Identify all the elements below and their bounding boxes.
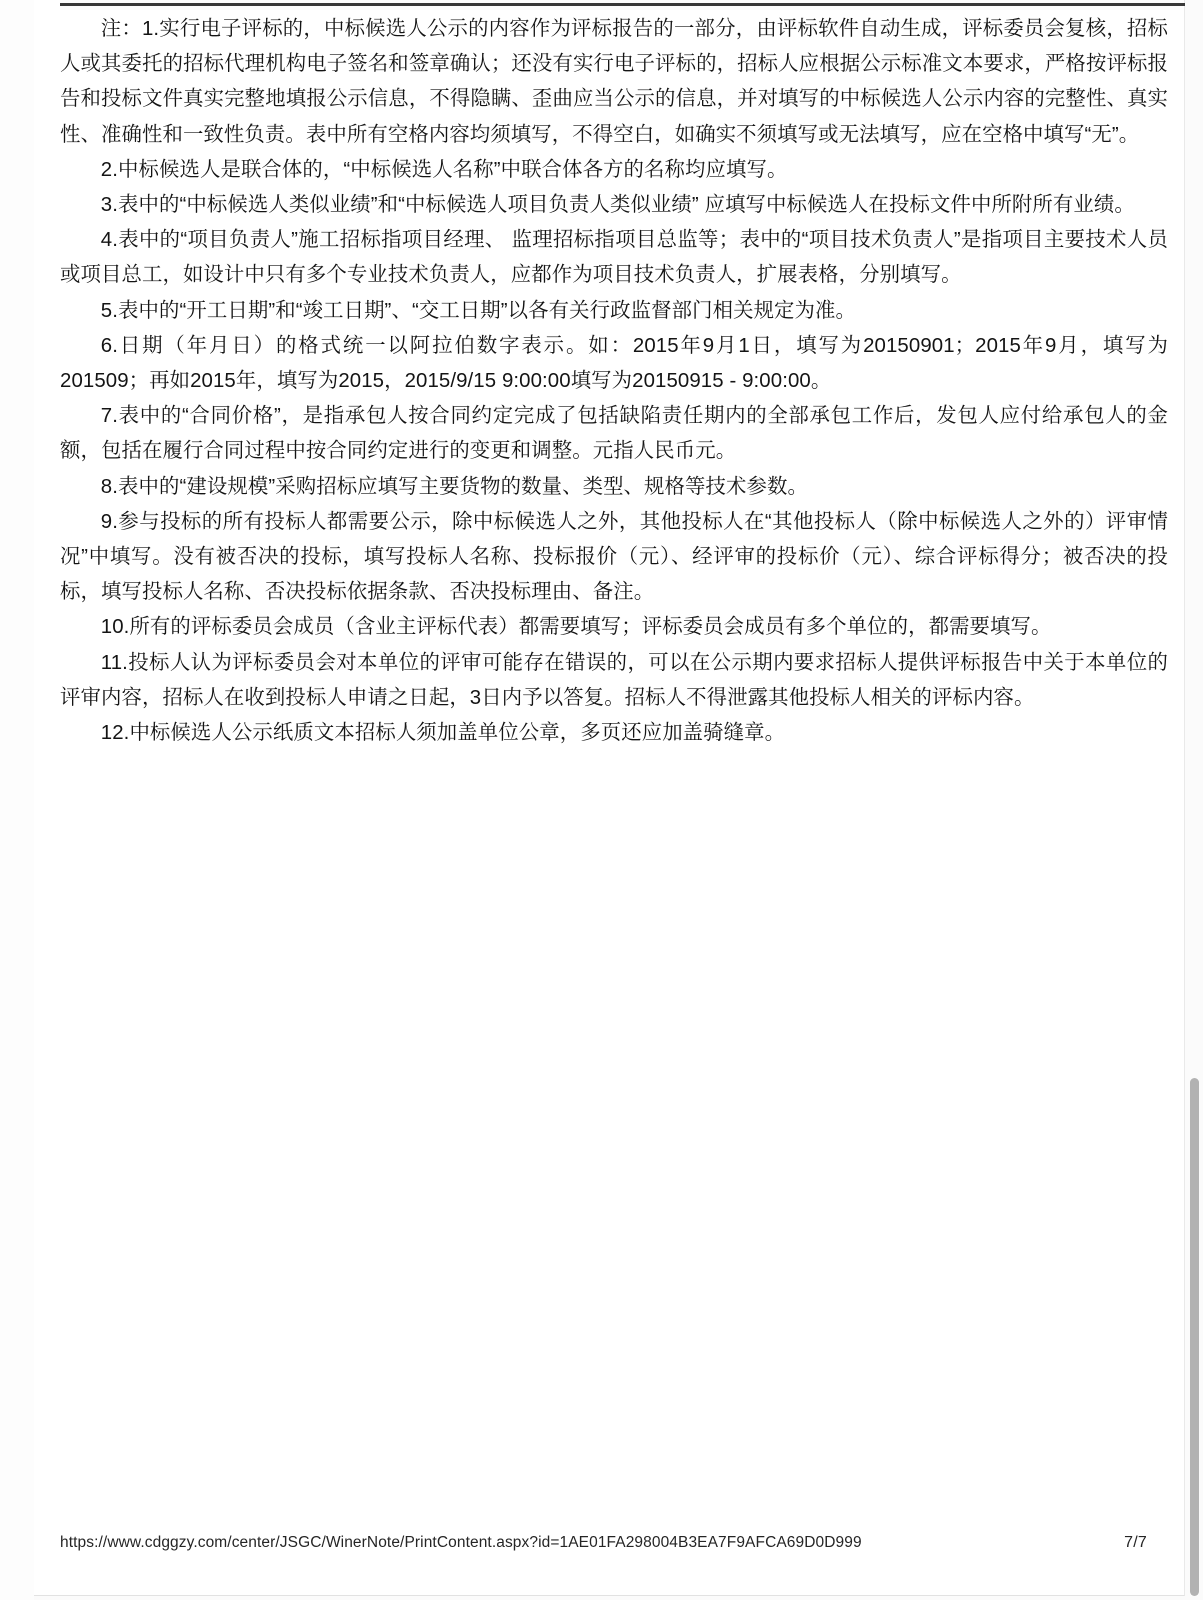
note-item-7: 7.表中的“合同价格”，是指承包人按合同约定完成了包括缺陷责任期内的全部承包工作后，发包人应付给承包人的金额，包括在履行合同过程中按合同约定进行的变更和调整。元指人民币元。	[60, 405, 1168, 463]
note-item-6: 6.日期（年月日）的格式统一以阿拉伯数字表示。如：2015年9月1日，填写为20150901；2015年9月，填写为201509；再如2015年，填写为2015，2015/9/15 9:00:00填写为20150915 - 9:00:00。	[60, 334, 1168, 393]
vertical-scrollbar-thumb[interactable]	[1190, 1078, 1199, 1596]
footer-source-url: https://www.cdggzy.com/center/JSGC/WinerNote/PrintContent.aspx?id=1AE01FA298004B3EA7F9AFCA69D0D999	[60, 1534, 862, 1551]
vertical-scrollbar-track[interactable]	[1185, 0, 1203, 1600]
note-item-1: 注：1.实行电子评标的，中标候选人公示的内容作为评标报告的一部分，由评标软件自动生成，评标委员会复核，招标人或其委托的招标代理机构电子签名和签章确认；还没有实行电子评标的，招标人应根据公示标准文本要求，严格按评标报告和投标文件真实完整地填报公示信息，不得隐瞒、歪曲应当公示的信息，并对填写的中标候选人公示内容的完整性、真实性、准确性和一致性负责。表中所有空格内容均须填写，不得空白，如确实不须填写或无法填写，应在空格中填写“无”。	[60, 18, 1168, 146]
top-divider-rule	[60, 3, 1185, 6]
note-item-4: 4.表中的“项目负责人”施工招标指项目经理、 监理招标指项目总监等；表中的“项目技术负责人”是指项目主要技术人员或项目总工，如设计中只有多个专业技术负责人，应都作为项目技术负责人，扩展表格，分别填写。	[60, 229, 1168, 287]
page-left-gutter	[0, 0, 34, 1600]
page-footer	[60, 1528, 1185, 1558]
footer-page-indicator: 7/7	[1124, 1534, 1147, 1551]
note-item-8: 8.表中的“建设规模”采购招标应填写主要货物的数量、类型、规格等技术参数。	[100, 475, 808, 498]
note-item-10: 10.所有的评标委员会成员（含业主评标代表）都需要填写；评标委员会成员有多个单位的，都需要填写。	[100, 616, 1052, 639]
note-item-2: 2.中标候选人是联合体的，“中标候选人名称”中联合体各方的名称均应填写。	[100, 158, 788, 181]
printed-page-sheet	[34, 0, 1185, 1596]
note-item-3: 3.表中的“中标候选人类似业绩”和“中标候选人项目负责人类似业绩” 应填写中标候选人在投标文件中所附所有业绩。	[100, 194, 1135, 217]
note-item-11: 11.投标人认为评标委员会对本单位的评审可能存在错误的，可以在公示期内要求招标人提供评标报告中关于本单位的评审内容，招标人在收到投标人申请之日起，3日内予以答复。招标人不得泄露其他投标人相关的评标内容。	[60, 651, 1168, 709]
notes-list	[60, 12, 1168, 751]
note-item-5: 5.表中的“开工日期”和“竣工日期”、“交工日期”以各有关行政监督部门相关规定为准。	[100, 299, 857, 322]
note-item-9: 9.参与投标的所有投标人都需要公示，除中标候选人之外，其他投标人在“其他投标人（除中标候选人之外的）评审情况”中填写。没有被否决的投标，填写投标人名称、投标报价（元）、经评审的投标价（元）、综合评标得分；被否决的投标，填写投标人名称、否决投标依据条款、否决投标理由、备注。	[60, 510, 1168, 604]
note-item-12: 12.中标候选人公示纸质文本招标人须加盖单位公章，多页还应加盖骑缝章。	[100, 722, 786, 745]
